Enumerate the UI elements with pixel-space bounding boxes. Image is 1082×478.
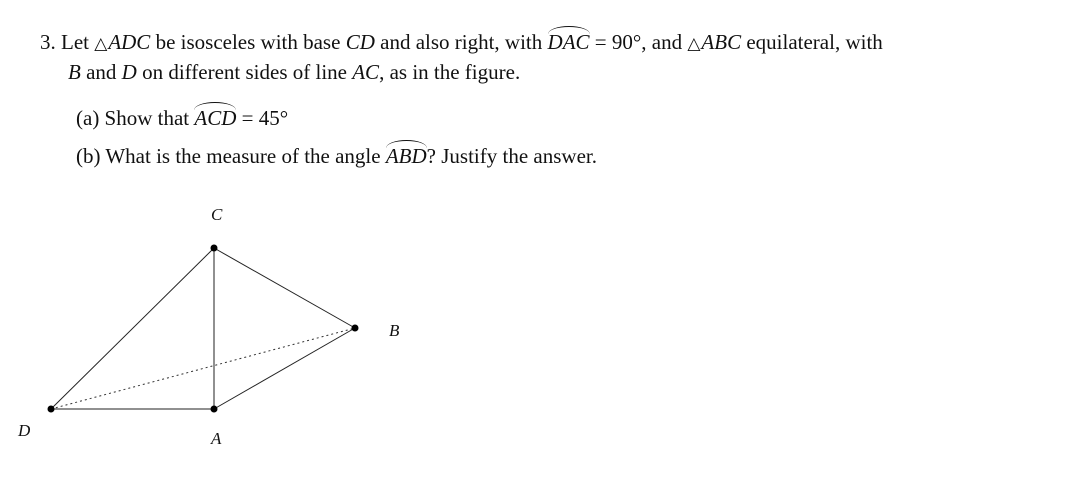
math-variable: AC [352, 60, 380, 84]
math-variable: ABC [701, 30, 742, 54]
text-run: be isosceles with base [150, 30, 346, 54]
text-run: = 45° [236, 106, 289, 130]
label-B: B [389, 321, 400, 340]
label-A: A [211, 429, 222, 448]
text-run: and [80, 60, 122, 84]
triangle-symbol: △ [687, 34, 701, 53]
dotted-segment-DB [51, 328, 355, 409]
edge-AB [214, 328, 355, 409]
text-run: equilateral, with [741, 30, 883, 54]
vertex-D [48, 406, 55, 413]
text-run: Let [61, 30, 95, 54]
text-run: (a) Show that [76, 106, 195, 130]
vertex-C [211, 245, 218, 252]
text-run: , as in the figure. [379, 60, 521, 84]
text-run: (b) What is the measure of the angle [76, 144, 386, 168]
angle-notation: ABD [385, 144, 427, 168]
text-run: on different sides of line [136, 60, 353, 84]
triangle-symbol: △ [94, 34, 108, 53]
text-run: = 90°, and [589, 30, 688, 54]
vertex-B [352, 325, 359, 332]
math-variable: ADC [108, 30, 151, 54]
angle-notation: DAC [547, 30, 590, 54]
edge-DC [51, 248, 214, 409]
vertex-A [211, 406, 218, 413]
problem-number: 3. [40, 30, 56, 54]
math-variable: B [68, 60, 81, 84]
edge-CB [214, 248, 355, 328]
label-D: D [18, 421, 31, 440]
math-variable: CD [345, 30, 375, 54]
angle-notation: ACD [194, 106, 237, 130]
text-run: and also right, with [374, 30, 548, 54]
math-variable: D [121, 60, 137, 84]
label-C: C [211, 205, 223, 224]
text-run: ? Justify the answer. [426, 144, 597, 168]
